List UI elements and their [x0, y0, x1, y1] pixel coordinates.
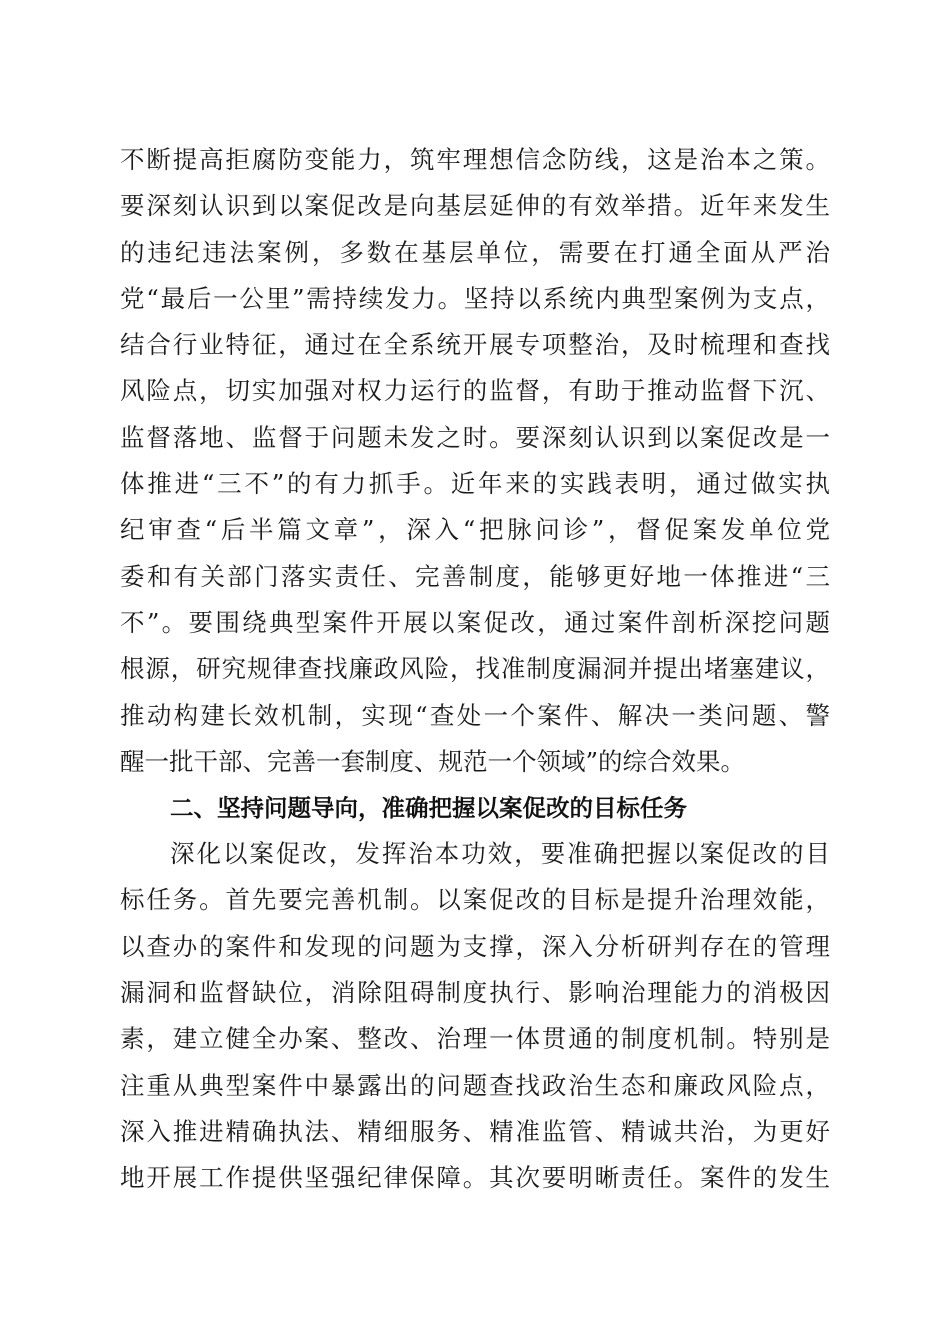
paragraph-1-line-7: 监督落地、监督于问题未发之时。要深刻认识到以案促改是一	[120, 423, 830, 452]
paragraph-1-line-10: 委和有关部门落实责任、完善制度，能够更好地一体推进“三	[120, 562, 830, 591]
paragraph-1-line-8: 体推进“三不”的有力抓手。近年来的实践表明，通过做实执	[120, 469, 830, 498]
paragraph-2-line-4: 漏洞和监督缺位，消除阻碍制度执行、影响治理能力的消极因	[120, 978, 830, 1007]
paragraph-1-line-5: 结合行业特征，通过在全系统开展专项整治，及时梳理和查找	[120, 330, 830, 359]
section-heading: 二、坚持问题导向，准确把握以案促改的目标任务	[170, 794, 687, 822]
paragraph-1-line-9: 纪审查“后半篇文章”，深入“把脉问诊”，督促案发单位党	[120, 515, 830, 544]
paragraph-1-line-11: 不”。要围绕典型案件开展以案促改，通过案件剖析深挖问题	[120, 608, 830, 637]
paragraph-1-line-6: 风险点，切实加强对权力运行的监督，有助于推动监督下沉、	[120, 376, 830, 405]
paragraph-1-line-3: 的违纪违法案例，多数在基层单位，需要在打通全面从严治	[120, 238, 830, 267]
paragraph-2-line-3: 以查办的案件和发现的问题为支撑，深入分析研判存在的管理	[120, 932, 830, 961]
paragraph-1-line-1: 不断提高拒腐防变能力，筑牢理想信念防线，这是治本之策。	[120, 145, 830, 174]
paragraph-1-line-4: 党“最后一公里”需持续发力。坚持以系统内典型案例为支点，	[120, 284, 830, 313]
paragraph-1-line-13: 推动构建长效机制，实现“查处一个案件、解决一类问题、警	[120, 701, 830, 730]
paragraph-1-line-2: 要深刻认识到以案促改是向基层延伸的有效举措。近年来发生	[120, 191, 830, 220]
paragraph-2-line-5: 素，建立健全办案、整改、治理一体贯通的制度机制。特别是	[120, 1024, 830, 1053]
paragraph-2-line-1: 深化以案促改，发挥治本功效，要准确把握以案促改的目	[170, 839, 830, 868]
paragraph-2-line-2: 标任务。首先要完善机制。以案促改的目标是提升治理效能，	[120, 885, 830, 914]
paragraph-2-line-7: 深入推进精确执法、精细服务、精准监管、精诚共治，为更好	[120, 1117, 830, 1146]
paragraph-2-line-8: 地开展工作提供坚强纪律保障。其次要明晰责任。案件的发生	[120, 1163, 830, 1192]
paragraph-1-line-12: 根源，研究规律查找廉政风险，找准制度漏洞并提出堵塞建议，	[120, 654, 830, 683]
paragraph-1-line-14: 醒一批干部、完善一套制度、规范一个领域”的综合效果。	[120, 747, 746, 776]
paragraph-2-line-6: 注重从典型案件中暴露出的问题查找政治生态和廉政风险点，	[120, 1071, 830, 1100]
